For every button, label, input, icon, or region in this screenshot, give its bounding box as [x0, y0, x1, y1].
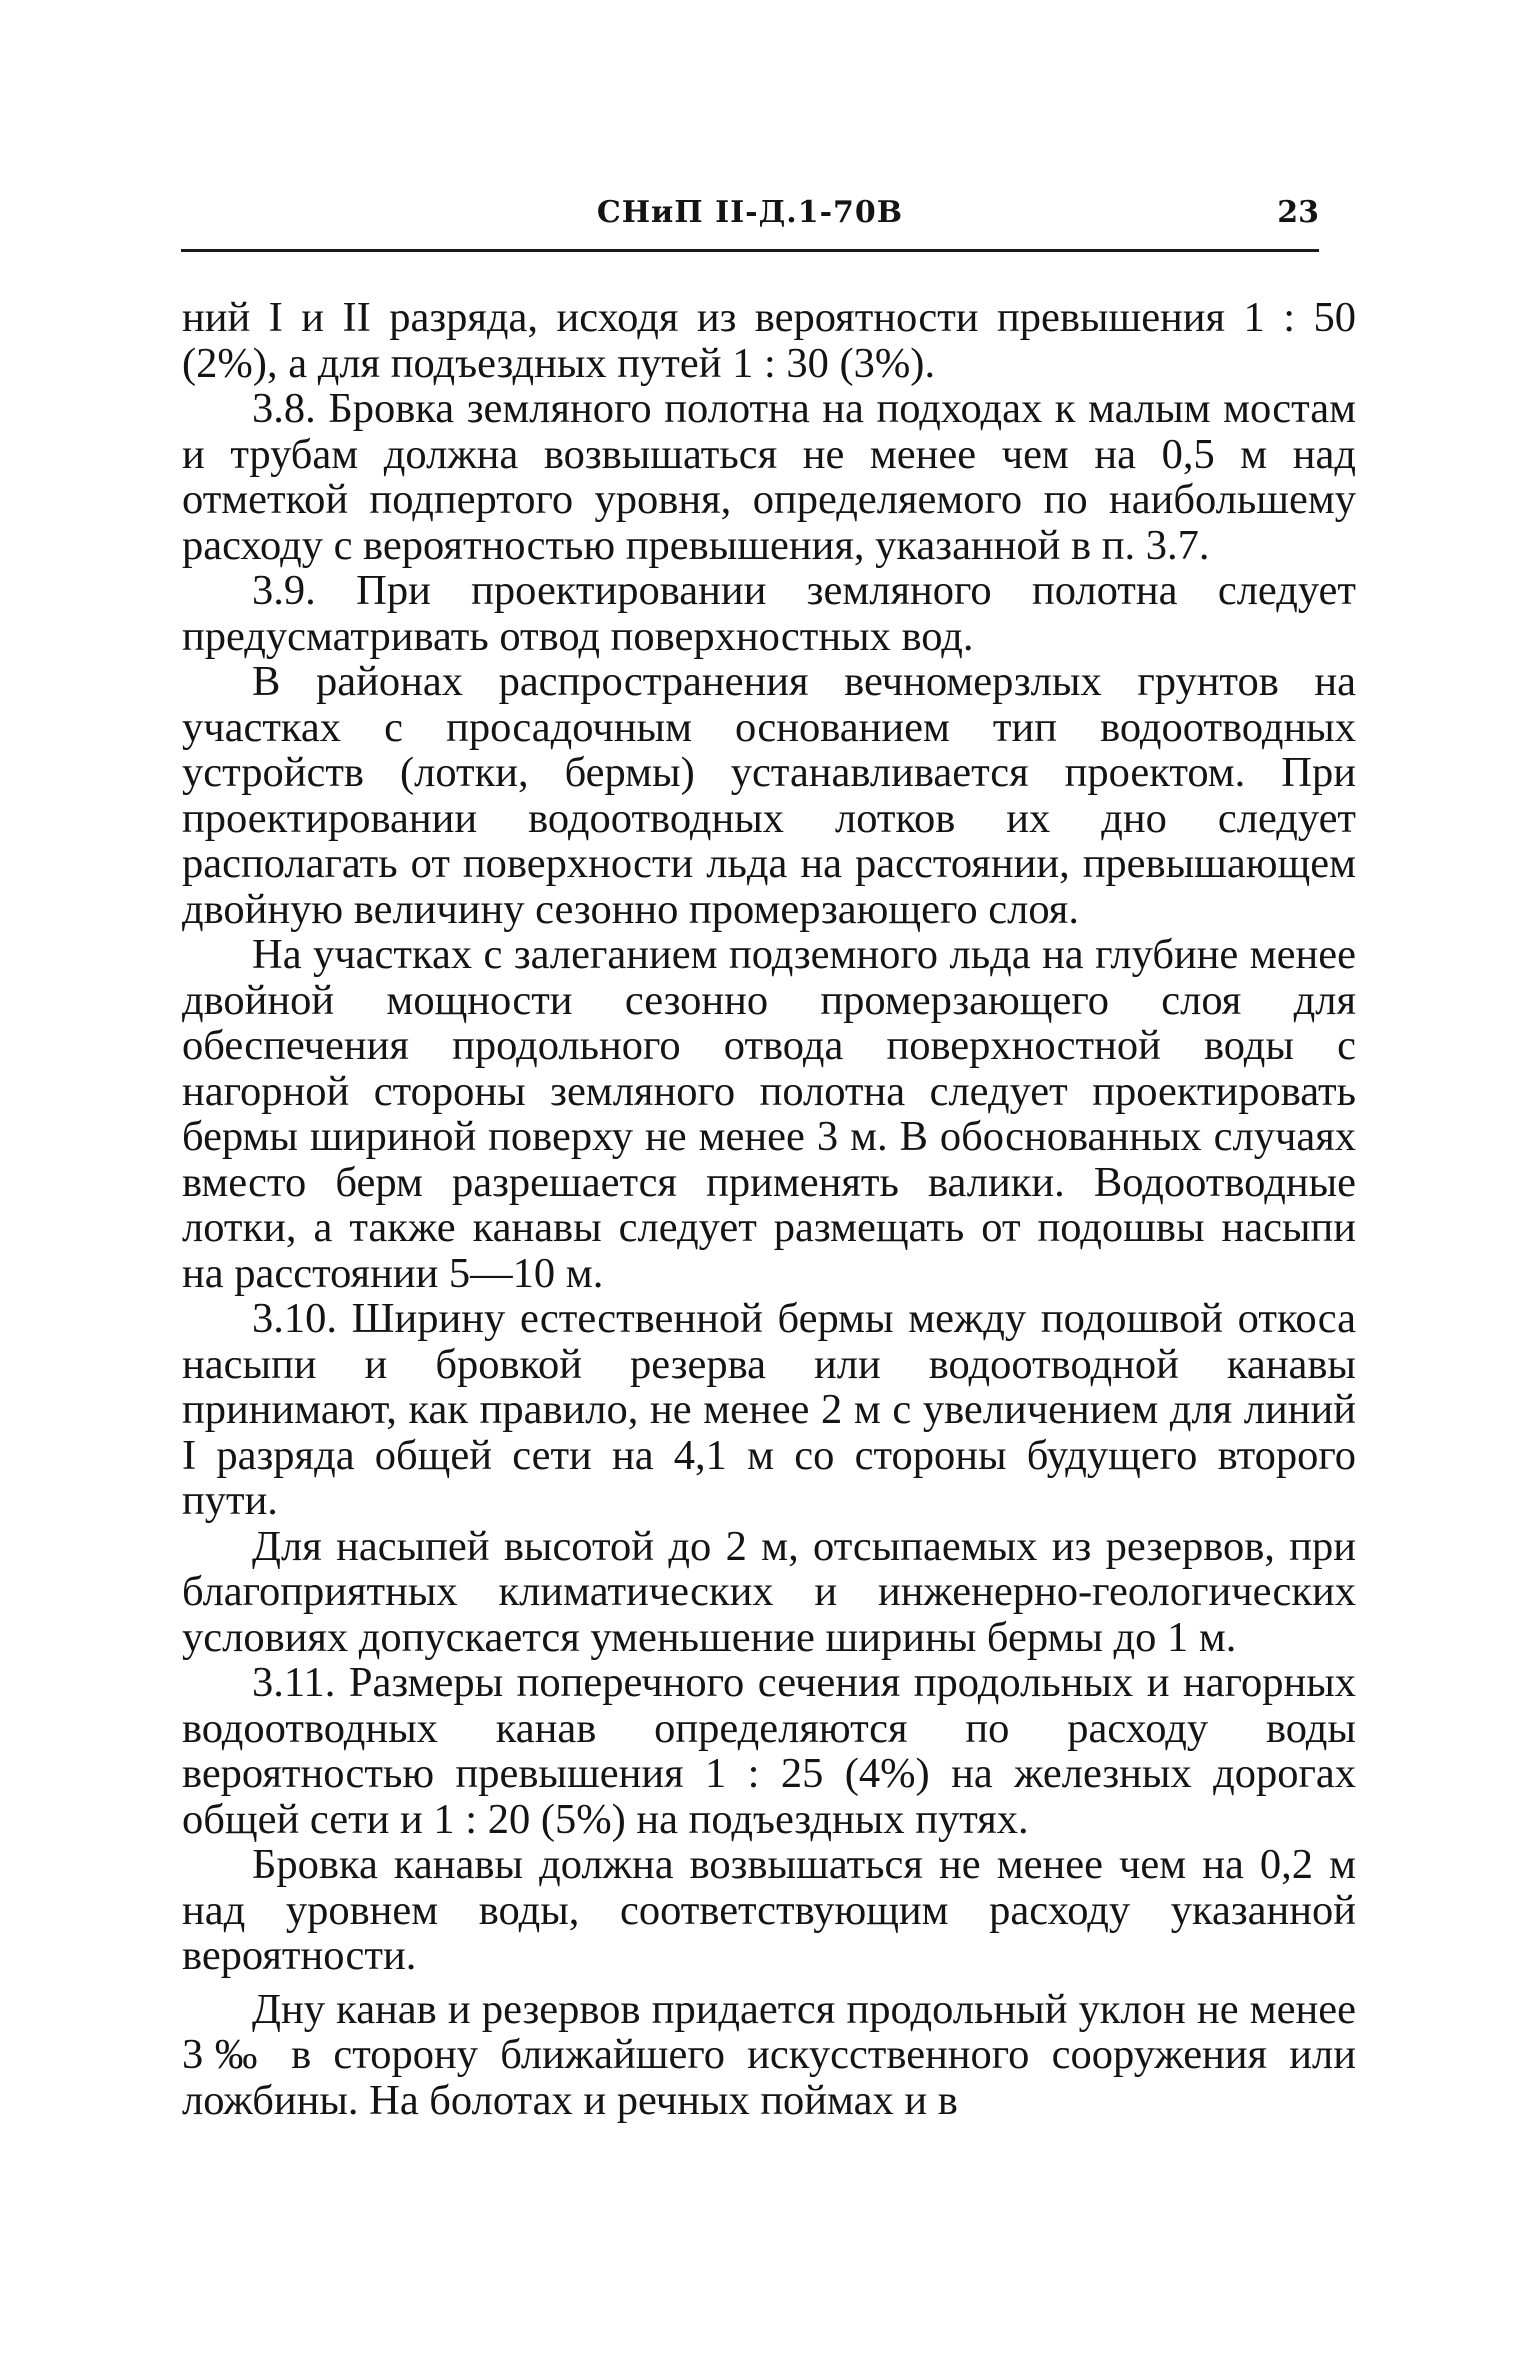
running-header — [181, 195, 1319, 252]
paragraph-3-9: 3.9. При проектировании земляного полотна следует предусматривать отвод поверхностных вод. — [182, 567, 1356, 660]
paragraph-3-8: 3.8. Бровка земляного полотна на подходах к малым мостам и трубам должна возвышаться не менее чем на 0,5 м над отметкой подпертого уровня, определяемого по наибольшему расходу с вероятностью превышения, указанной в п. 3.7. — [182, 385, 1356, 569]
paragraph-ditch-slope: Дну канав и резервов придается продольный уклон не менее 3‰ в сторону ближайшего искусственного сооружения или ложбины. На болотах и речных поймах и в — [182, 1985, 1356, 2124]
body-text — [182, 295, 1356, 2123]
paragraph-ground-ice: На участках с залеганием подземного льда на глубине менее двойной мощности сезонно промерзающего слоя для обеспечения продольного отвода поверхностной воды с нагорной стороны земляного полотна следует проектировать бермы шириной поверху не менее 3 м. В обоснованных случаях вместо берм разрешается применять валики. Водоотводные лотки, а также канавы следует размещать от подошвы насыпи на расстоянии 5—10 м. — [182, 931, 1356, 1297]
paragraph-permafrost: В районах распространения вечномерзлых грунтов на участках с просадочным основанием тип водоотводных устройств (лотки, бермы) устанавливается проектом. При проектировании водоотводных лотков их дно следует располагать от поверхности льда на расстоянии, превышающем двойную величину сезонно промерзающего слоя. — [182, 658, 1356, 933]
page-number: 23 — [1277, 195, 1319, 230]
paragraph-3-10: 3.10. Ширину естественной бермы между подошвой откоса насыпи и бровкой резерва или водоотводной канавы принимают, как правило, не менее 2 м с увеличением для линий I разряда общей сети на 4,1 м со стороны будущего второго пути. — [182, 1295, 1356, 1524]
paragraph-continuation: ний I и II разряда, исходя из вероятности превышения 1 : 50 (2%), а для подъездных путей 1 : 30 (3%). — [182, 294, 1356, 387]
paragraph-3-11: 3.11. Размеры поперечного сечения продольных и нагорных водоотводных канав определяются по расходу воды вероятностью превышения 1 : 25 (4%) на железных дорогах общей сети и 1 : 20 (5%) на подъездных путях. — [182, 1659, 1356, 1843]
header-title: СНиП II-Д.1-70В — [596, 195, 904, 230]
paragraph-ditch-edge: Бровка канавы должна возвышаться не менее чем на 0,2 м над уровнем воды, соответствующим расходу указанной вероятности. — [182, 1841, 1356, 1979]
paragraph-embankments: Для насыпей высотой до 2 м, отсыпаемых из резервов, при благоприятных климатических и инженерно-геологических условиях допускается уменьшение ширины бермы до 1 м. — [182, 1522, 1356, 1661]
